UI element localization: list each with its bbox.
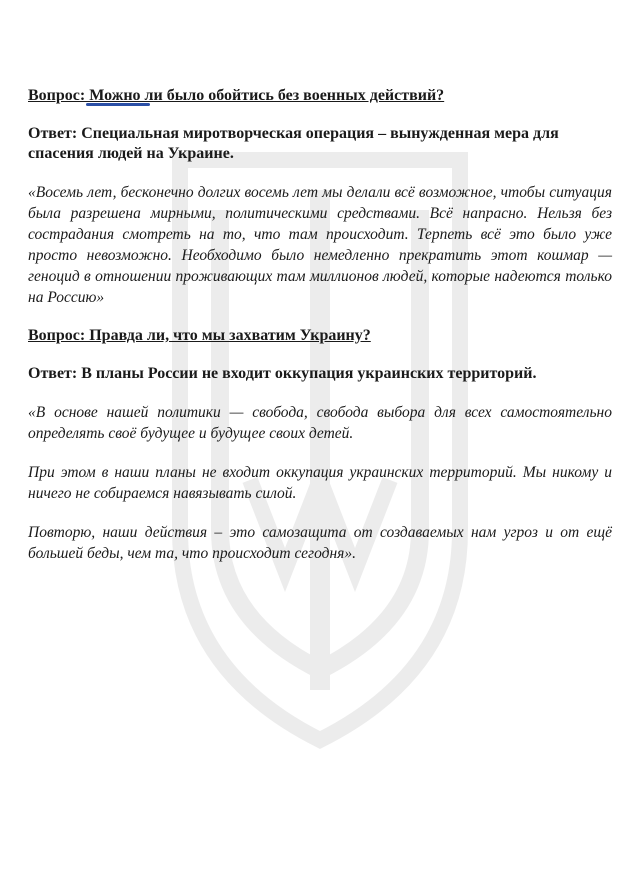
question-2: Вопрос: Правда ли, что мы захватим Украину? — [28, 327, 371, 344]
document-body — [28, 86, 612, 582]
quote-3: При этом в наши планы не входит оккупация украинских территорий. Мы никому и ничего не собираемся навязывать силой. — [28, 464, 612, 502]
quote-2: «В основе нашей политики — свобода, свобода выбора для всех самостоятельно определять своё будущее и будущее своих детей. — [28, 404, 612, 442]
question-1: Вопрос: Можно ли было обойтись без военных действий? — [28, 87, 445, 104]
answer-1: Ответ: Специальная миротворческая операция – вынужденная мера для спасения людей на Украине. — [28, 125, 559, 162]
answer-2: Ответ: В планы России не входит оккупация украинских территорий. — [28, 365, 537, 382]
quote-1: «Восемь лет, бесконечно долгих восемь лет мы делали всё возможное, чтобы ситуация была разрешена мирными, политическими средствами. Всё напрасно. Нельзя без сострадания смотреть на то, что там происходит. Терпеть всё это было уже просто невозможно. Необходимо было немедленно прекратить этот кошмар — геноцид в отношении проживающих там миллионов людей, которые надеются только на Россию» — [28, 184, 612, 306]
quote-4: Повторю, наши действия – это самозащита от создаваемых нам угроз и от ещё большей беды, чем та, что происходит сегодня». — [28, 524, 612, 562]
